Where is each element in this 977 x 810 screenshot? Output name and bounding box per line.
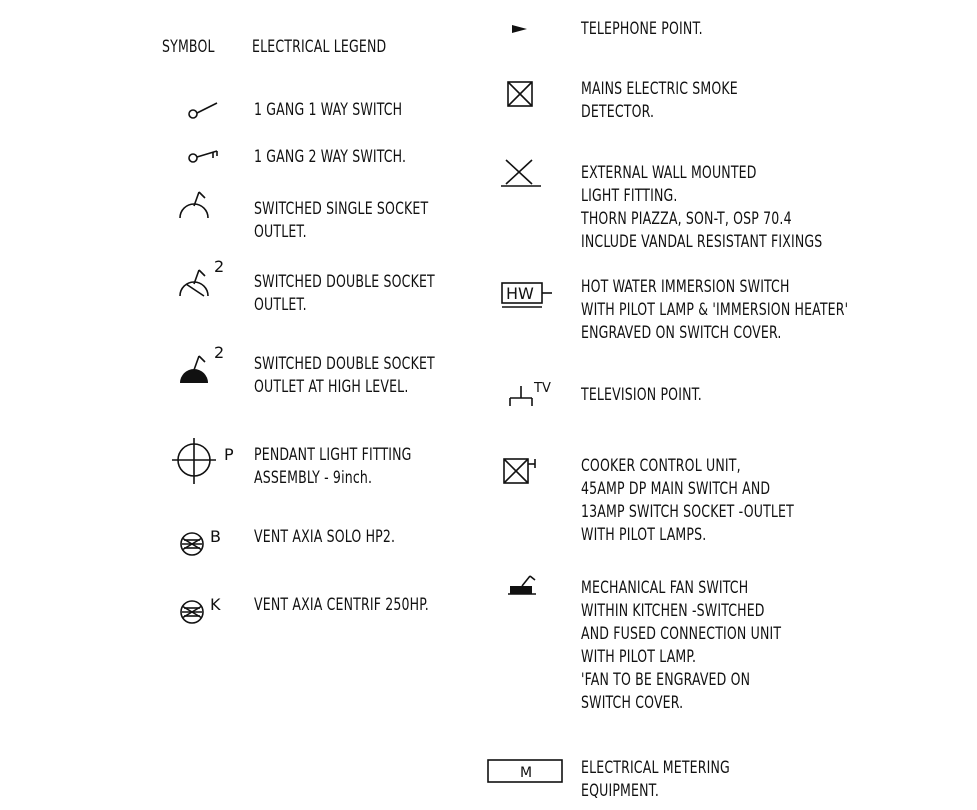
legend-item-label: 13AMP SWITCH SOCKET -OUTLET <box>581 502 794 522</box>
immersion-switch-tag: HW <box>506 284 534 303</box>
vent-fan-tag: K <box>210 595 221 614</box>
vent-fan-icon <box>178 594 228 626</box>
vent-fan-tag: B <box>210 527 221 546</box>
legend-item-label: ENGRAVED ON SWITCH COVER. <box>581 323 782 343</box>
legend-item-label: PENDANT LIGHT FITTING <box>254 445 412 465</box>
legend-item-label: HOT WATER IMMERSION SWITCH <box>581 277 790 297</box>
legend-item-label: ASSEMBLY - 9inch. <box>254 468 373 488</box>
double-socket-tag: 2 <box>214 257 225 276</box>
double-socket-icon <box>178 256 238 302</box>
television-point-tag: TV <box>534 381 551 396</box>
legend-item-label: WITH PILOT LAMP. <box>581 647 697 667</box>
legend-item-label: WITHIN KITCHEN -SWITCHED <box>581 601 765 621</box>
legend-item-label: WITH PILOT LAMP & 'IMMERSION HEATER' <box>581 300 849 320</box>
legend-item-label: OUTLET. <box>254 295 307 315</box>
legend-item-label: 1 GANG 1 WAY SWITCH <box>254 100 403 120</box>
vent-fan-icon <box>178 526 228 558</box>
legend-item-label: DETECTOR. <box>581 102 655 122</box>
legend-item-label: EQUIPMENT. <box>581 781 659 801</box>
metering-equipment-icon <box>486 758 566 786</box>
legend-item-label: SWITCHED DOUBLE SOCKET <box>254 354 435 374</box>
legend-item-label: ELECTRICAL METERING <box>581 758 730 778</box>
legend-item-label: 1 GANG 2 WAY SWITCH. <box>254 147 407 167</box>
fan-switch-icon <box>506 572 542 598</box>
legend-item-label: 'FAN TO BE ENGRAVED ON <box>581 670 751 690</box>
cooker-control-icon <box>502 456 542 486</box>
pendant-light-tag: P <box>224 445 234 464</box>
symbol-column-header: SYMBOL <box>162 37 215 57</box>
legend-item-label: THORN PIAZZA, SON-T, OSP 70.4 <box>581 209 792 229</box>
legend-item-label: VENT AXIA SOLO HP2. <box>254 527 396 547</box>
two-way-switch-icon <box>186 144 226 174</box>
legend-column-header: ELECTRICAL LEGEND <box>252 37 387 57</box>
immersion-switch-icon <box>500 280 556 310</box>
high-level-double-socket-icon <box>178 340 238 386</box>
legend-item-label: VENT AXIA CENTRIF 250HP. <box>254 595 429 615</box>
legend-item-label: WITH PILOT LAMPS. <box>581 525 707 545</box>
legend-item-label: SWITCHED DOUBLE SOCKET <box>254 272 435 292</box>
legend-item-label: 45AMP DP MAIN SWITCH AND <box>581 479 771 499</box>
legend-item-label: LIGHT FITTING. <box>581 186 678 206</box>
high-level-socket-tag: 2 <box>214 343 225 362</box>
legend-item-label: TELEPHONE POINT. <box>581 19 703 39</box>
one-way-switch-icon <box>186 96 226 126</box>
legend-item-label: MECHANICAL FAN SWITCH <box>581 578 749 598</box>
legend-item-label: TELEVISION POINT. <box>581 385 702 405</box>
legend-item-label: OUTLET. <box>254 222 307 242</box>
television-point-icon <box>508 380 558 410</box>
legend-item-label: OUTLET AT HIGH LEVEL. <box>254 377 409 397</box>
telephone-point-icon <box>510 22 530 36</box>
legend-item-label: MAINS ELECTRIC SMOKE <box>581 79 738 99</box>
legend-item-label: EXTERNAL WALL MOUNTED <box>581 163 757 183</box>
pendant-light-icon <box>166 436 246 486</box>
single-socket-icon <box>178 188 218 222</box>
legend-item-label: COOKER CONTROL UNIT, <box>581 456 741 476</box>
smoke-detector-icon <box>506 80 536 110</box>
metering-equipment-tag: M <box>520 765 533 781</box>
wall-light-icon <box>500 158 544 190</box>
legend-item-label: AND FUSED CONNECTION UNIT <box>581 624 782 644</box>
legend-item-label: INCLUDE VANDAL RESISTANT FIXINGS <box>581 232 823 252</box>
legend-item-label: SWITCH COVER. <box>581 693 684 713</box>
legend-item-label: SWITCHED SINGLE SOCKET <box>254 199 429 219</box>
